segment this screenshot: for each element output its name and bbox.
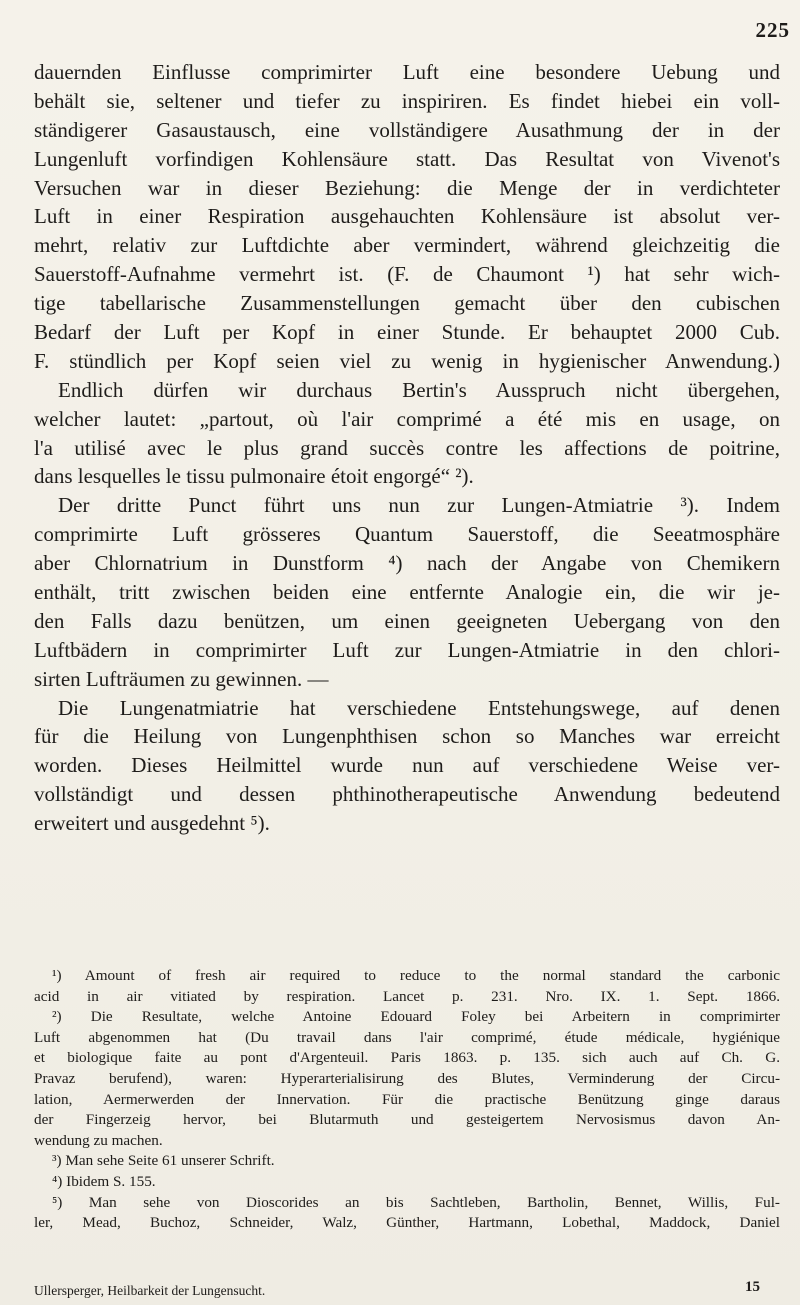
text-line: vollständigt und dessen phthinotherapeutische Anwendung bedeutend (34, 782, 780, 807)
footnote-line: et biologique faite au pont d'Argenteuil. Paris 1863. p. 135. sich auch auf Ch. G. (34, 1049, 780, 1067)
footnote-line: Pravaz berufend), waren: Hyperarterialisirung des Blutes, Verminderung der Circu- (34, 1069, 780, 1087)
text-line: tige tabellarische Zusammenstellungen gemacht über den cubischen (34, 291, 780, 316)
page-number: 225 (755, 18, 790, 42)
footnote-line: ler, Mead, Buchoz, Schneider, Walz, Günther, Hartmann, Lobethal, Maddock, Daniel (34, 1214, 780, 1232)
text-line: dans lesquelles le tissu pulmonaire étoit engorgé“ ²). (34, 464, 474, 489)
text-line: erweitert und ausgedehnt ⁵). (34, 811, 270, 836)
footnote-line: der Fingerzeig hervor, bei Blutarmuth und gesteigertem Nervosismus davon An- (34, 1111, 780, 1129)
footnote-line: ¹) Amount of fresh air required to reduce to the normal standard the carbonic (52, 967, 780, 984)
text-line: Luft in einer Respiration ausgehauchten Kohlensäure ist absolut ver- (34, 204, 780, 229)
text-line: enthält, tritt zwischen beiden eine entfernte Analogie ein, die wir je- (34, 580, 780, 605)
footnote-line: wendung zu machen. (34, 1131, 163, 1149)
text-line: Die Lungenatmiatrie hat verschiedene Entstehungswege, auf denen (58, 695, 780, 720)
text-line: Lungenluft vorfindigen Kohlensäure statt. Das Resultat von Vivenot's (34, 146, 780, 171)
text-line: F. stündlich per Kopf seien viel zu wenig in hygienischer Anwendung.) (34, 348, 780, 373)
text-line: Endlich dürfen wir durchaus Bertin's Ausspruch nicht übergehen, (58, 377, 780, 402)
footnote-line: ⁵) Man sehe von Dioscorides an bis Sachtleben, Bartholin, Bennet, Willis, Ful- (52, 1193, 780, 1211)
footnote-line: Luft abgenommen hat (Du travail dans l'air comprimé, étude médicale, hygiénique (34, 1028, 780, 1046)
text-line: worden. Dieses Heilmittel wurde nun auf verschiedene Weise ver- (34, 753, 780, 778)
text-line: Versuchen war in dieser Beziehung: die Menge der in verdichteter (34, 175, 780, 200)
text-line: für die Heilung von Lungenphthisen schon so Manches war erreicht (34, 724, 780, 749)
text-line: Der dritte Punct führt uns nun zur Lungen-Atmiatrie ³). Indem (58, 493, 780, 518)
text-line: ständigerer Gasaustausch, eine vollständigere Ausathmung der in der (34, 117, 780, 142)
text-line: Sauerstoff-Aufnahme vermehrt ist. (F. de Chaumont ¹) hat sehr wich- (34, 262, 780, 287)
signature-mark: 15 (745, 1279, 760, 1295)
footnote-line: lation, Aermerwerden der Innervation. Für die practische Benützung ginge daraus (34, 1090, 780, 1108)
footnotes (34, 966, 780, 1234)
text-line: behält sie, seltener und tiefer zu inspiriren. Es findet hiebei ein voll- (34, 88, 780, 113)
text-line: sirten Lufträumen zu gewinnen. — (34, 666, 329, 691)
text-line: aber Chlornatrium in Dunstform ⁴) nach der Angabe von Chemikern (34, 551, 780, 576)
main-text (34, 58, 780, 838)
footnote-line: ²) Die Resultate, welche Antoine Edouard Foley bei Arbeitern in comprimirter (52, 1008, 780, 1026)
text-line: Bedarf der Luft per Kopf in einer Stunde. Er behauptet 2000 Cub. (34, 320, 780, 345)
text-line: l'a utilisé avec le plus grand succès contre les affections de poitrine, (34, 435, 780, 460)
text-line: mehrt, relativ zur Luftdichte aber vermindert, während gleichzeitig die (34, 233, 780, 258)
footnote-line: ³) Man sehe Seite 61 unserer Schrift. (52, 1152, 275, 1170)
text-line: dauernden Einflusse comprimirter Luft eine besondere Uebung und (34, 60, 780, 84)
text-line: Luftbädern in comprimirter Luft zur Lungen-Atmiatrie in den chlori- (34, 637, 780, 662)
footnote-line: ⁴) Ibidem S. 155. (52, 1172, 156, 1190)
text-line: welcher lautet: „partout, où l'air comprimé a été mis en usage, on (34, 406, 780, 431)
text-line: comprimirte Luft grösseres Quantum Sauerstoff, die Seeatmosphäre (34, 522, 780, 547)
page-footer (34, 1279, 780, 1299)
running-footer: Ullersperger, Heilbarkeit der Lungensucht. (34, 1283, 266, 1298)
footnote-line: acid in air vitiated by respiration. Lancet p. 231. Nro. IX. 1. Sept. 1866. (34, 987, 780, 1005)
text-line: den Falls dazu benützen, um einen geeigneten Uebergang von den (34, 608, 780, 633)
